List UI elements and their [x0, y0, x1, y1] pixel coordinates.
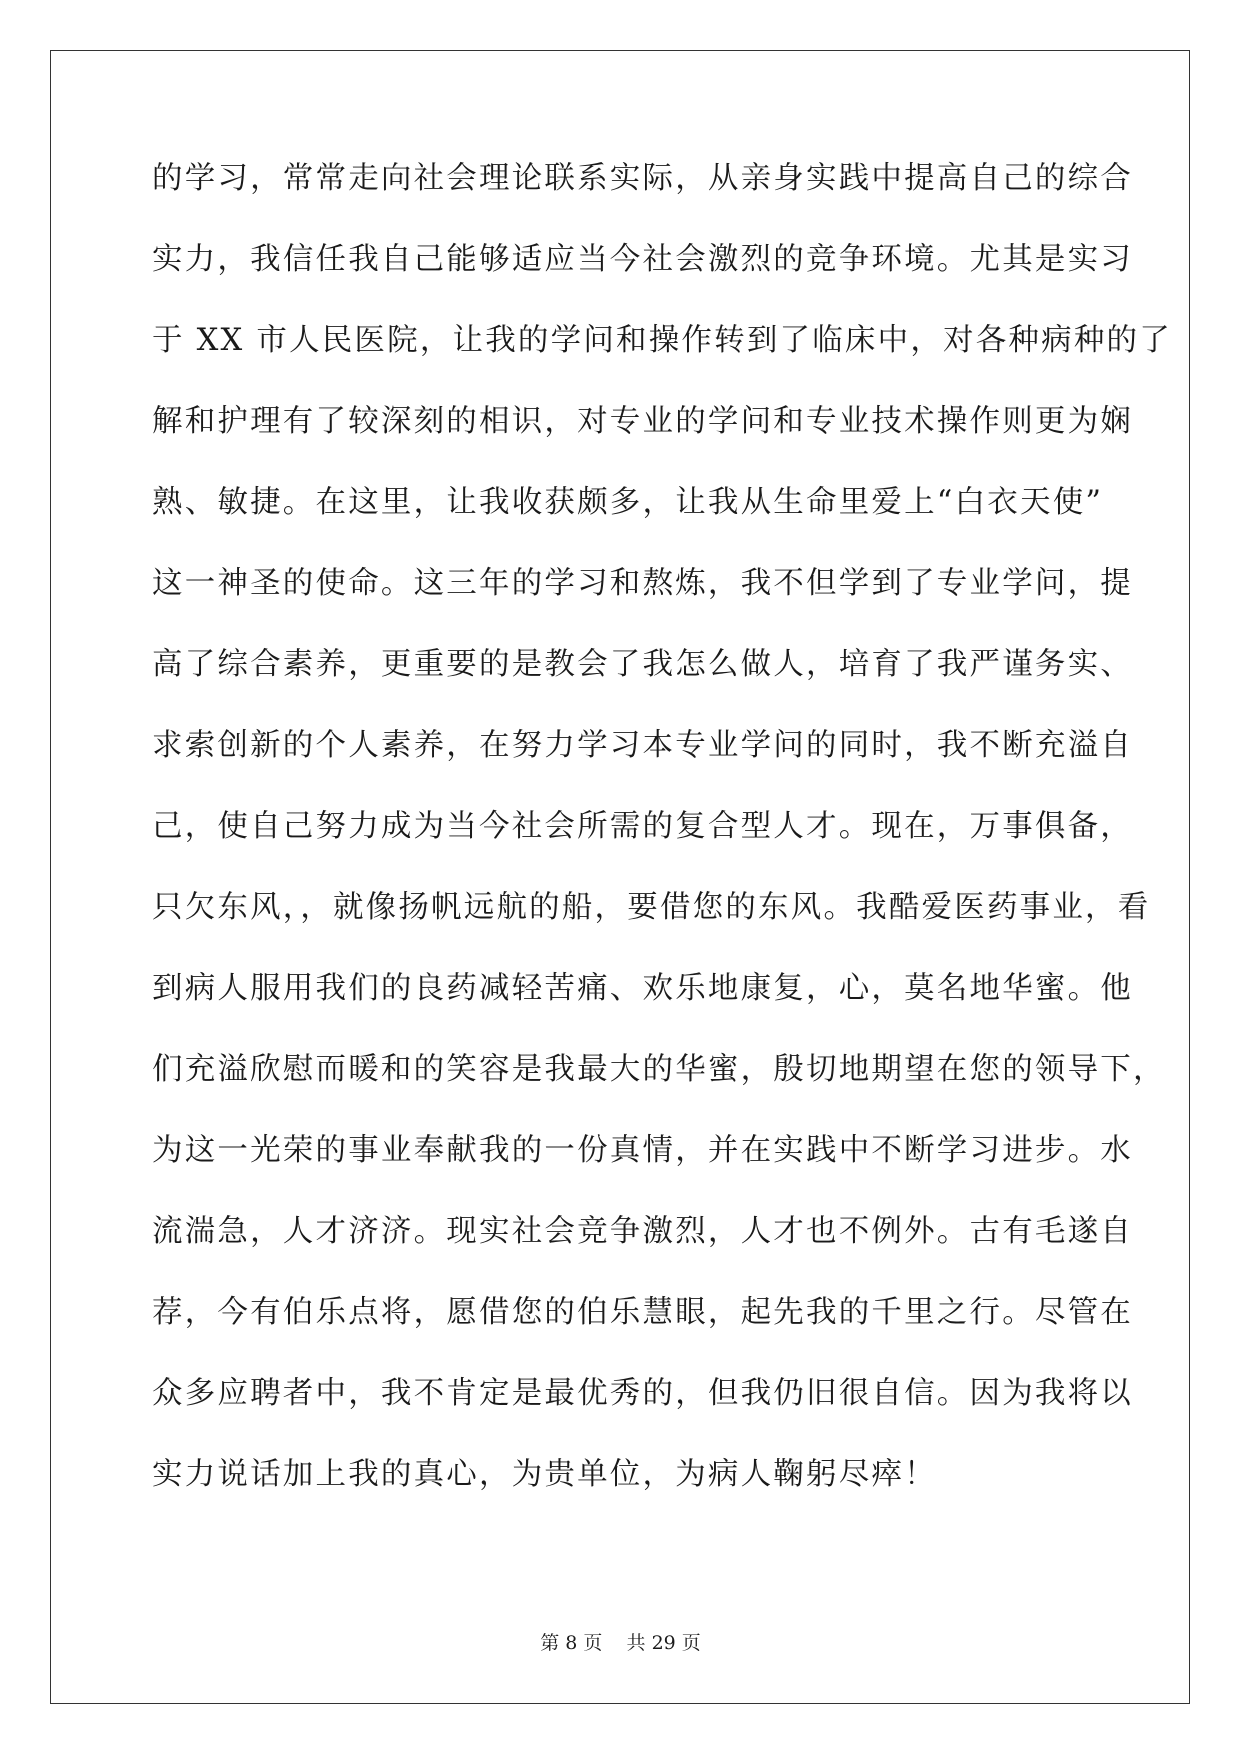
- text-line: 的学习，常常走向社会理论联系实际，从亲身实践中提高自己的综合: [152, 161, 1133, 196]
- text-line: 们充溢欣慰而暖和的笑容是我最大的华蜜，殷切地期望在您的领导下，: [152, 1052, 1166, 1087]
- document-body: [152, 158, 1172, 1535]
- text-line: 这一神圣的使命。这三年的学习和熬炼，我不但学到了专业学问，提: [152, 566, 1133, 601]
- page-number-footer: 第 8 页 共 29 页: [540, 1632, 701, 1654]
- text-line: 到病人服用我们的良药减轻苦痛、欢乐地康复，心，莫名地华蜜。他: [152, 971, 1133, 1006]
- text-line: 实力，我信任我自己能够适应当今社会激烈的竞争环境。尤其是实习: [152, 242, 1133, 277]
- text-line: 己，使自己努力成为当今社会所需的复合型人才。现在，万事俱备，: [152, 809, 1133, 844]
- text-line: 流湍急，人才济济。现实社会竞争激烈，人才也不例外。古有毛遂自: [152, 1214, 1133, 1249]
- text-line: 熟、敏捷。在这里，让我收获颇多，让我从生命里爱上“白衣天使”: [152, 485, 1104, 520]
- text-line: 荐，今有伯乐点将，愿借您的伯乐慧眼，起先我的千里之行。尽管在: [152, 1295, 1133, 1330]
- text-line: 为这一光荣的事业奉献我的一份真情，并在实践中不断学习进步。水: [152, 1133, 1133, 1168]
- text-line: 解和护理有了较深刻的相识，对专业的学问和专业技术操作则更为娴: [152, 404, 1133, 439]
- text-line: 求索创新的个人素养，在努力学习本专业学问的同时，我不断充溢自: [152, 728, 1133, 763]
- text-line: 于 XX 市人民医院，让我的学问和操作转到了临床中，对各种病种的了: [152, 323, 1172, 358]
- text-line: 高了综合素养，更重要的是教会了我怎么做人，培育了我严谨务实、: [152, 647, 1133, 682]
- text-line: 只欠东风，，就像扬帆远航的船，要借您的东风。我酷爱医药事业，看: [152, 890, 1151, 925]
- text-line: 实力说话加上我的真心，为贵单位，为病人鞠躬尽瘁！: [152, 1457, 937, 1492]
- text-line: 众多应聘者中，我不肯定是最优秀的，但我仍旧很自信。因为我将以: [152, 1376, 1133, 1411]
